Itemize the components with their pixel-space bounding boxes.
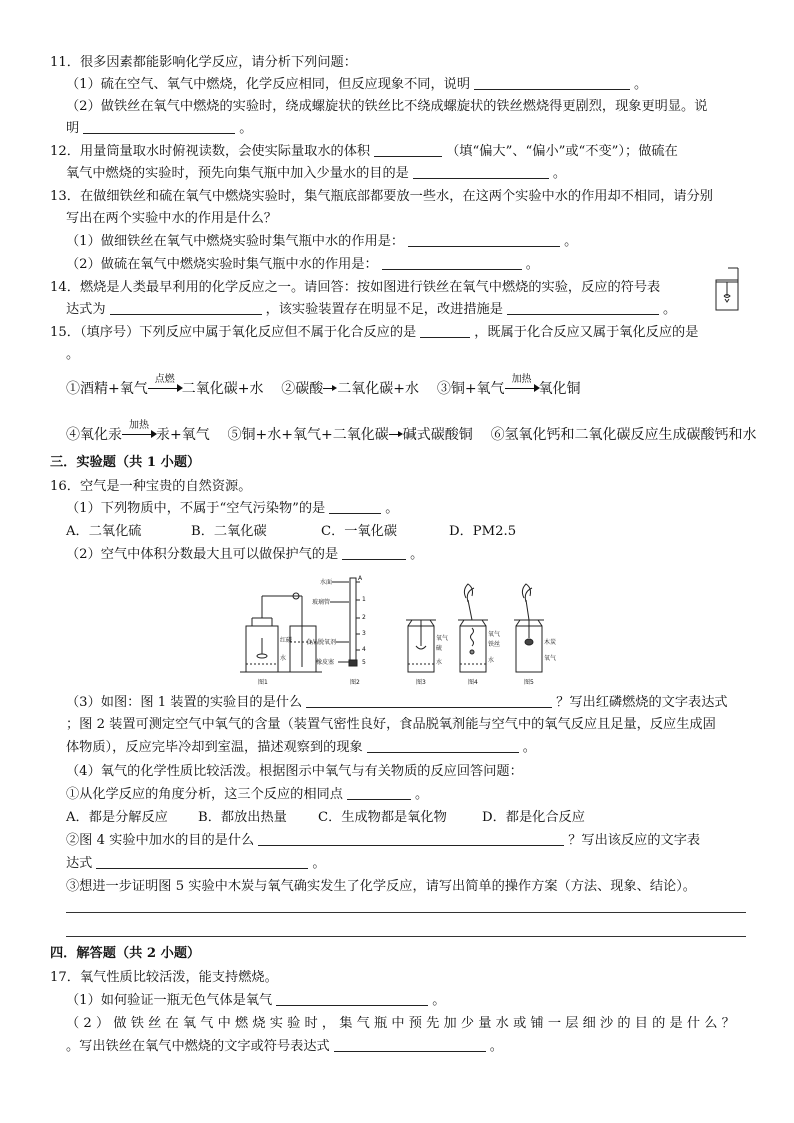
q17-part2: （ 2 ） 做 铁 丝 在 氧 气 中 燃 烧 实 验 时 ， 集 气 瓶 中 预 先 加 少 量 水 或 铺 一 层 细 沙 的 目 的 是 什 么 ？ bbox=[66, 1016, 735, 1031]
figure-4-iron-wire-bottle bbox=[458, 584, 488, 672]
q13-line2: 写出在两个实验中水的作用是什么？ bbox=[66, 211, 277, 226]
q16-part3-cont2: 体物质），反应完毕冷却到室温，描述观察到的现象 。 bbox=[66, 740, 536, 755]
q12-line1: 12．用量筒量取水时俯视读数，会使实际量取水的体积 （填“偏大”、“偏小”或“不变”）；做硫在 bbox=[50, 144, 678, 159]
q16-option2-d[interactable]: D．都是化合反应 bbox=[482, 810, 585, 825]
q16-option2-c[interactable]: C．生成物都是氧化物 bbox=[318, 810, 447, 825]
figure-2-oxygen-measurement-tube bbox=[330, 578, 360, 666]
q11-part2: （2）做铁丝在氧气中燃烧的实验时，绕成螺旋状的铁丝比不绕成螺旋状的铁丝燃烧得更剧烈，现象更明显。说 bbox=[66, 99, 708, 114]
q16-part4b: ②图 4 实验中加水的目的是什么 ？写出该反应的文字表 bbox=[66, 833, 701, 848]
figure-5-charcoal-bottle bbox=[514, 584, 544, 672]
q16-blank6[interactable] bbox=[258, 831, 564, 846]
q16-blank2[interactable] bbox=[342, 545, 406, 560]
fig4-label-3: 水 bbox=[488, 657, 495, 664]
reaction-arrow: 点燃 bbox=[148, 380, 182, 394]
q15-reactions-row2 bbox=[66, 420, 757, 444]
q15-reactions-row1 bbox=[66, 374, 581, 398]
q11-stem: 11．很多因素都能影响化学反应，请分析下列问题： bbox=[50, 55, 357, 70]
q12-line2: 氧气中燃烧的实验时，预先向集气瓶中加入少量水的目的是 。 bbox=[66, 166, 567, 181]
fig3-caption: 图3 bbox=[416, 679, 426, 686]
q16-blank3[interactable] bbox=[306, 693, 552, 708]
q16-option-a[interactable]: A．二氧化硫 bbox=[66, 524, 142, 539]
q16-option-d[interactable]: D．PM2.5 bbox=[449, 524, 517, 539]
q16-part3-cont1: ；图 2 装置可测定空气中氧气的含量（装置气密性良好，食品脱氧剂能与空气中的氧气反应且足量，反应生成固 bbox=[66, 717, 716, 732]
reaction-2: ②碳酸 二氧化碳+水 bbox=[281, 381, 420, 397]
q16-option2-a[interactable]: A．都是分解反应 bbox=[66, 810, 168, 825]
q13-blank2[interactable] bbox=[382, 255, 522, 270]
q15-blank1[interactable] bbox=[420, 323, 470, 338]
q16-part4: （4）氧气的化学性质比较活泼。根据图示中氧气与有关物质的反应回答问题： bbox=[66, 764, 523, 779]
fig3-label-1: 氧气 bbox=[436, 635, 449, 642]
q17-stem: 17．氧气性质比较活泼，能支持燃烧。 bbox=[50, 970, 278, 985]
fig5-label-1: 木炭 bbox=[544, 639, 557, 646]
q14-line1: 14．燃烧是人类最早利用的化学反应之一。请回答：按如图进行铁丝在氧气中燃烧的实验，反应的符号表 bbox=[50, 280, 661, 295]
reaction-arrow bbox=[389, 429, 403, 439]
reaction-arrow: 加热 bbox=[505, 380, 539, 394]
fig3-label-2: 硫 bbox=[436, 645, 443, 652]
fig2-label-stopper: 橡皮塞 bbox=[316, 659, 335, 666]
fig2-tick: 3 bbox=[362, 630, 366, 637]
fig2-label-top: 水面 bbox=[320, 579, 333, 586]
reaction-5: ⑤铜+水+氧气+二氧化碳 碱式碳酸铜 bbox=[227, 427, 473, 443]
reaction-6: ⑥氢氧化钙和二氧化碳反应生成碳酸钙和水 bbox=[490, 427, 757, 443]
reaction-4: ④氧化汞 加热 汞+氧气 bbox=[66, 420, 210, 443]
fig1-caption: 图1 bbox=[258, 679, 268, 686]
q15-line2: 。 bbox=[66, 347, 80, 362]
fig2-label-deoxidizer: 食品脱氧剂 bbox=[306, 639, 337, 646]
q14-blank2[interactable] bbox=[507, 300, 659, 315]
answer-line-2[interactable] bbox=[66, 936, 746, 937]
q16-option-c[interactable]: C．一氧化碳 bbox=[321, 524, 398, 539]
q16-options2 bbox=[66, 807, 766, 829]
q13-part1: （1）做细铁丝在氧气中燃烧实验时集气瓶中水的作用是： 。 bbox=[66, 234, 578, 249]
q16-part4a: ①从化学反应的角度分析，这三个反应的相同点 。 bbox=[66, 787, 429, 802]
q12-blank2[interactable] bbox=[413, 164, 549, 179]
fig4-label-1: 氧气 bbox=[488, 631, 501, 638]
q17-blank2[interactable] bbox=[334, 1037, 486, 1052]
q14-iron-wire-apparatus-figure bbox=[708, 266, 744, 314]
q16-options1 bbox=[66, 521, 766, 543]
answer-line-1[interactable] bbox=[66, 912, 746, 913]
reaction-arrow: 加热 bbox=[122, 426, 156, 440]
q16-blank7[interactable] bbox=[96, 854, 308, 869]
q15-line1: 15．（填序号）下列反应中属于氧化反应但不属于化合反应的是 ，既属于化合反应又属于氧化反应的是 bbox=[50, 325, 699, 340]
section-4-heading: 四．解答题（共 2 小题） bbox=[50, 946, 201, 961]
q16-option-b[interactable]: B．二氧化碳 bbox=[191, 524, 267, 539]
section-3-heading: 三．实验题（共 1 小题） bbox=[50, 455, 201, 470]
reaction-arrow bbox=[323, 383, 337, 393]
q17-part2-cont: 。写出铁丝在氧气中燃烧的文字或符号表达式 。 bbox=[66, 1039, 503, 1054]
fig4-caption: 图4 bbox=[468, 679, 478, 686]
q16-part4c: ③想进一步证明图 5 实验中木炭与氧气确实发生了化学反应，请写出简单的操作方案（方法、现象、结论）。 bbox=[66, 879, 696, 894]
q16-part1: （1）下列物质中，不属于“空气污染物”的是 。 bbox=[66, 501, 399, 516]
q16-blank1[interactable] bbox=[329, 499, 381, 514]
q17-blank1[interactable] bbox=[276, 991, 428, 1006]
fig2-tick: 1 bbox=[362, 596, 366, 603]
q16-option2-b[interactable]: B．都放出热量 bbox=[198, 810, 287, 825]
q16-blank4[interactable] bbox=[367, 738, 519, 753]
reaction-3: ③铜+氧气 加热 氧化铜 bbox=[436, 374, 581, 397]
fig5-caption: 图5 bbox=[524, 679, 534, 686]
q13-line1: 13．在做细铁丝和硫在氧气中燃烧实验时，集气瓶底部都要放一些水，在这两个实验中水的作用却不相同，请分别 bbox=[50, 189, 713, 204]
fig2-label-tube: 玻璃管 bbox=[312, 599, 331, 606]
q11-blank1[interactable] bbox=[474, 75, 630, 90]
q16-figures bbox=[232, 572, 562, 688]
fig2-caption: 图2 bbox=[350, 679, 360, 686]
q16-blank5[interactable] bbox=[347, 785, 411, 800]
q12-blank1[interactable] bbox=[374, 142, 442, 157]
q16-stem: 16．空气是一种宝贵的自然资源。 bbox=[50, 479, 252, 494]
fig5-label-2: 氧气 bbox=[544, 655, 557, 662]
q14-blank1[interactable] bbox=[110, 300, 262, 315]
fig3-label-3: 水 bbox=[436, 659, 443, 666]
fig2-label-a: A bbox=[358, 575, 363, 582]
q11-part1: （1）硫在空气、氧气中燃烧，化学反应相同，但反应现象不同，说明 。 bbox=[66, 77, 648, 92]
q13-blank1[interactable] bbox=[408, 232, 560, 247]
fig4-label-2: 铁丝 bbox=[488, 641, 501, 648]
q14-line2: 达式为 ，该实验装置存在明显不足，改进措施是 。 bbox=[66, 302, 677, 317]
figure-3-sulfur-combustion-bottle bbox=[406, 620, 436, 672]
q11-blank2[interactable] bbox=[83, 119, 235, 134]
fig2-tick: 5 bbox=[362, 659, 366, 666]
q16-part4b-cont: 达式 。 bbox=[66, 856, 326, 871]
q16-part3: （3）如图：图 1 装置的实验目的是什么 ？写出红磷燃烧的文字表达式 bbox=[66, 695, 728, 710]
q17-part1: （1）如何验证一瓶无色气体是氧气 。 bbox=[66, 993, 446, 1008]
fig1-label-1: 红磷 bbox=[280, 637, 293, 644]
q11-part2-cont: 明 。 bbox=[66, 121, 253, 136]
fig1-label-2: 水 bbox=[280, 655, 287, 662]
reaction-1: ①酒精+氧气 点燃 二氧化碳+水 bbox=[66, 374, 264, 397]
q16-part2: （2）空气中体积分数最大且可以做保护气的是 。 bbox=[66, 547, 424, 562]
fig2-tick: 4 bbox=[362, 646, 366, 653]
fig2-tick: 2 bbox=[362, 614, 366, 621]
q13-part2: （2）做硫在氧气中燃烧实验时集气瓶中水的作用是： 。 bbox=[66, 257, 539, 272]
